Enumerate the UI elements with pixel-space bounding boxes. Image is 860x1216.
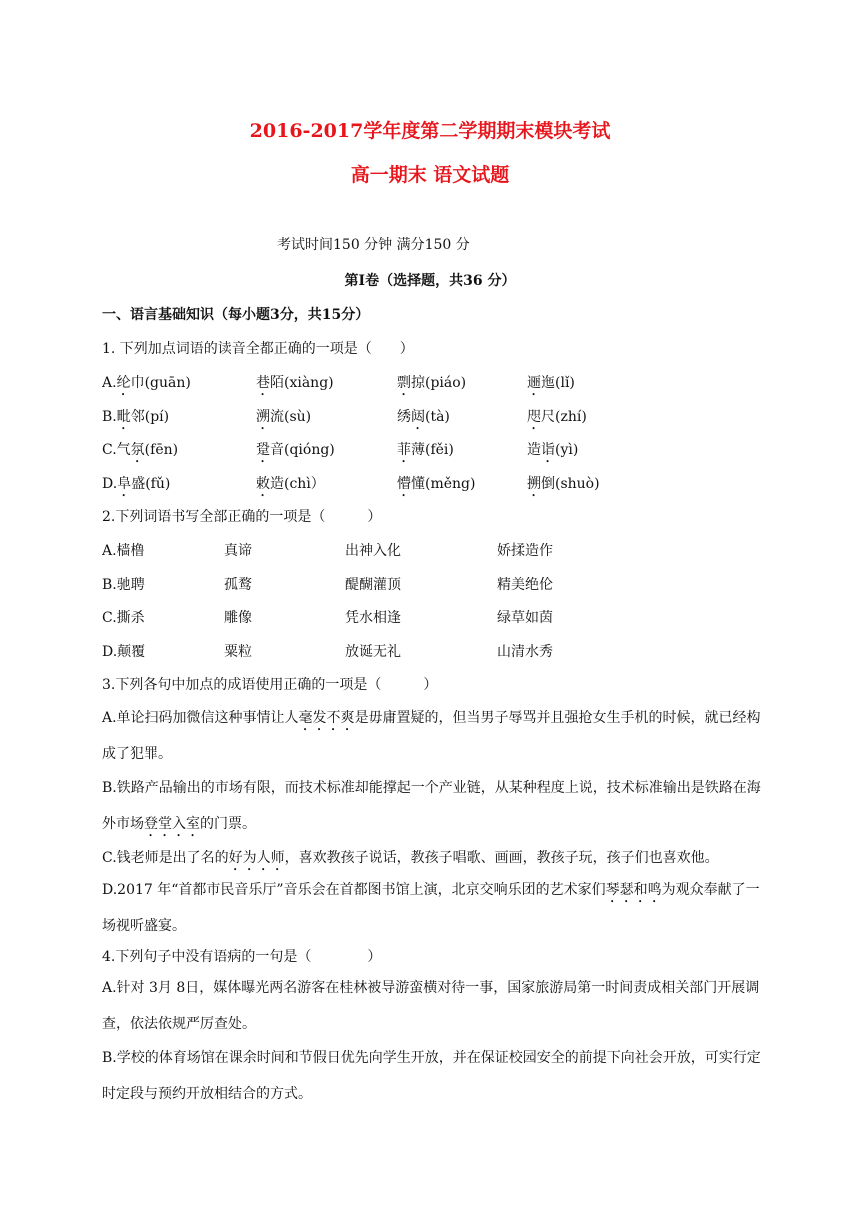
emphasized-idiom: 琴瑟和鸣 (605, 882, 662, 898)
char: 流 (270, 408, 284, 425)
q2-option-a-word: 娇揉造作 (497, 543, 553, 559)
q2-option-c-word: 凭水相逢 (345, 610, 401, 626)
char: 咫 (527, 408, 541, 425)
char: 造 (270, 475, 284, 492)
char: 诣 (541, 442, 555, 458)
text: ，喜欢教孩子说话，教孩子唱歌、画画，教孩子玩，孩子们也喜欢他。 (284, 850, 719, 866)
option-label: D. (102, 475, 118, 492)
q1-option-b-item (397, 406, 450, 433)
exam-subtitle: 高一期末 语文试题 (350, 164, 510, 186)
q1-option-b-item (256, 406, 311, 433)
pinyin: (tà) (425, 408, 450, 425)
q2-option-a-word: 出神入化 (345, 543, 401, 559)
char: 盛 (131, 475, 146, 492)
pinyin: (lǐ) (555, 375, 575, 391)
question-4-option-a: A.针对 3月 8日，媒体曝光两名游客在桂林被导游蛮横对待一事，国家旅游局第一时间责成相关部门开展调查，依法依规严厉查处。 (102, 980, 760, 1032)
q2-option-b-word: 醍醐灌顶 (345, 576, 401, 593)
pinyin: (guān) (144, 375, 191, 391)
part-heading: 第Ⅰ卷（选择题，共36 分） (344, 273, 516, 289)
q2-option-d-word: D.颠覆 (102, 643, 146, 660)
pinyin: (fěi) (425, 442, 454, 458)
q1-option-c-item (256, 439, 335, 466)
q2-option-c-word: C.撕杀 (102, 610, 145, 626)
emphasized-idiom: 登堂入室 (144, 816, 200, 832)
char: 薄 (411, 442, 425, 458)
option-label: A. (102, 375, 117, 391)
pinyin: (xiàng) (284, 375, 334, 391)
question-3-stem: 3.下列各句中加点的成语使用正确的一项是（ ） (102, 677, 438, 693)
char: 氛 (130, 442, 145, 458)
q2-option-b-word: 孤鹜 (224, 576, 252, 593)
text: B.铁路产品输出的市场有限，而技术标准却能撑起一个产业链，从某种程度上说，技术标准输出是铁路在海外市场 (102, 780, 761, 832)
q1-option-c-item (102, 439, 178, 466)
q2-option-c-word: 雕像 (224, 610, 252, 626)
pinyin: (piáo) (425, 375, 467, 391)
char: 音 (270, 442, 284, 458)
q2-option-b-word: 精美绝伦 (497, 576, 553, 593)
q1-option-b-item (527, 406, 587, 433)
char: 邻 (130, 408, 145, 425)
emphasized-idiom: 好为人师 (228, 850, 285, 866)
question-1-stem: 1. 下列加点词语的读音全都正确的一项是（ ） (102, 341, 414, 357)
text: 的门票。 (200, 816, 256, 832)
emphasized-idiom: 毫发不爽 (298, 710, 355, 726)
question-4-option-b: B.学校的体育场馆在课余时间和节假日优先向学生开放，并在保证校园安全的前提下向社会开放，可实行定时定段与预约开放相结合的方式。 (102, 1050, 761, 1102)
q2-option-d-word: 山清水秀 (497, 643, 553, 660)
pinyin: (fēn) (144, 442, 179, 458)
pinyin: (chì） (284, 475, 325, 492)
text: 为观众奉献了一场视听盛宴。 (102, 882, 760, 934)
q1-option-d-item (256, 473, 325, 500)
pinyin: (pí) (144, 408, 170, 425)
question-3-option-d (102, 872, 766, 944)
question-2-stem: 2.下列词语书写全部正确的一项是（ ） (102, 509, 382, 525)
char: 绣 (397, 408, 411, 425)
char: 气 (116, 442, 131, 458)
option-label: B. (102, 408, 117, 425)
char: 剽 (397, 375, 411, 391)
q1-option-d-item (102, 473, 170, 500)
section-heading: 一、语言基础知识（每小题3分，共15分） (102, 307, 370, 323)
char: 掠 (411, 375, 425, 391)
q1-option-c-item (527, 439, 578, 466)
char: 闼 (411, 408, 425, 425)
q2-option-d-word: 放诞无礼 (345, 643, 401, 660)
pinyin: (fǔ) (145, 475, 171, 492)
pinyin: (zhí) (555, 408, 587, 425)
char: 尺 (541, 408, 555, 425)
q1-option-b-item (102, 406, 169, 433)
question-4-stem: 4.下列句子中没有语病的一句是（ ） (102, 949, 382, 965)
char: 迤 (541, 375, 555, 391)
pinyin: (měng) (425, 475, 476, 492)
question-3-option-a (102, 700, 766, 772)
pinyin: (sù) (284, 408, 312, 425)
text: D.2017 年“首都市民音乐厅”音乐会在首都图书馆上演，北京交响乐团的艺术家们 (102, 882, 606, 898)
question-3-option-b (102, 770, 766, 842)
char: 逦 (527, 375, 541, 391)
q2-option-d-word: 粟粒 (224, 643, 252, 660)
q1-option-a-item (102, 372, 191, 399)
q1-option-a-item (527, 372, 575, 399)
option-label: C. (102, 442, 117, 458)
q1-option-a-item (397, 372, 466, 399)
char: 倒 (541, 475, 555, 492)
char: 阜 (117, 475, 132, 492)
char: 搠 (527, 475, 541, 492)
pinyin: (shuò) (555, 475, 600, 492)
char: 巾 (130, 375, 145, 391)
exam-title: 2016-2017学年度第二学期期末模块考试 (249, 120, 611, 142)
char: 溯 (256, 408, 270, 425)
char: 毗 (116, 408, 131, 425)
char: 巷 (256, 375, 270, 391)
char: 懵 (397, 475, 411, 492)
q1-option-d-item (397, 473, 475, 500)
q1-option-a-item (256, 372, 334, 399)
q2-option-a-word: 真谛 (224, 543, 252, 559)
char: 陌 (270, 375, 284, 391)
char: 懂 (411, 475, 425, 492)
q2-option-c-word: 绿草如茵 (497, 610, 553, 626)
text: 是毋庸置疑的，但当男子辱骂并且强抢女生手机的时候，就已经构成了犯罪。 (102, 710, 761, 762)
char: 造 (527, 442, 541, 458)
pinyin: (yì) (555, 442, 579, 458)
char: 敕 (256, 475, 270, 492)
q1-option-d-item (527, 473, 600, 500)
text: C.钱老师是出了名的 (102, 850, 229, 866)
q2-option-a-word: A.樯橹 (102, 543, 145, 559)
question-3-option-c (102, 840, 766, 876)
char: 纶 (116, 375, 131, 391)
q2-option-b-word: B.驰聘 (102, 576, 145, 593)
char: 跫 (256, 442, 270, 458)
text: A.单论扫码加微信这种事情让人 (102, 710, 299, 726)
q1-option-c-item (397, 439, 454, 466)
pinyin: (qióng) (284, 442, 335, 458)
exam-time-score: 考试时间150 分钟 满分150 分 (277, 237, 470, 253)
char: 菲 (397, 442, 411, 458)
